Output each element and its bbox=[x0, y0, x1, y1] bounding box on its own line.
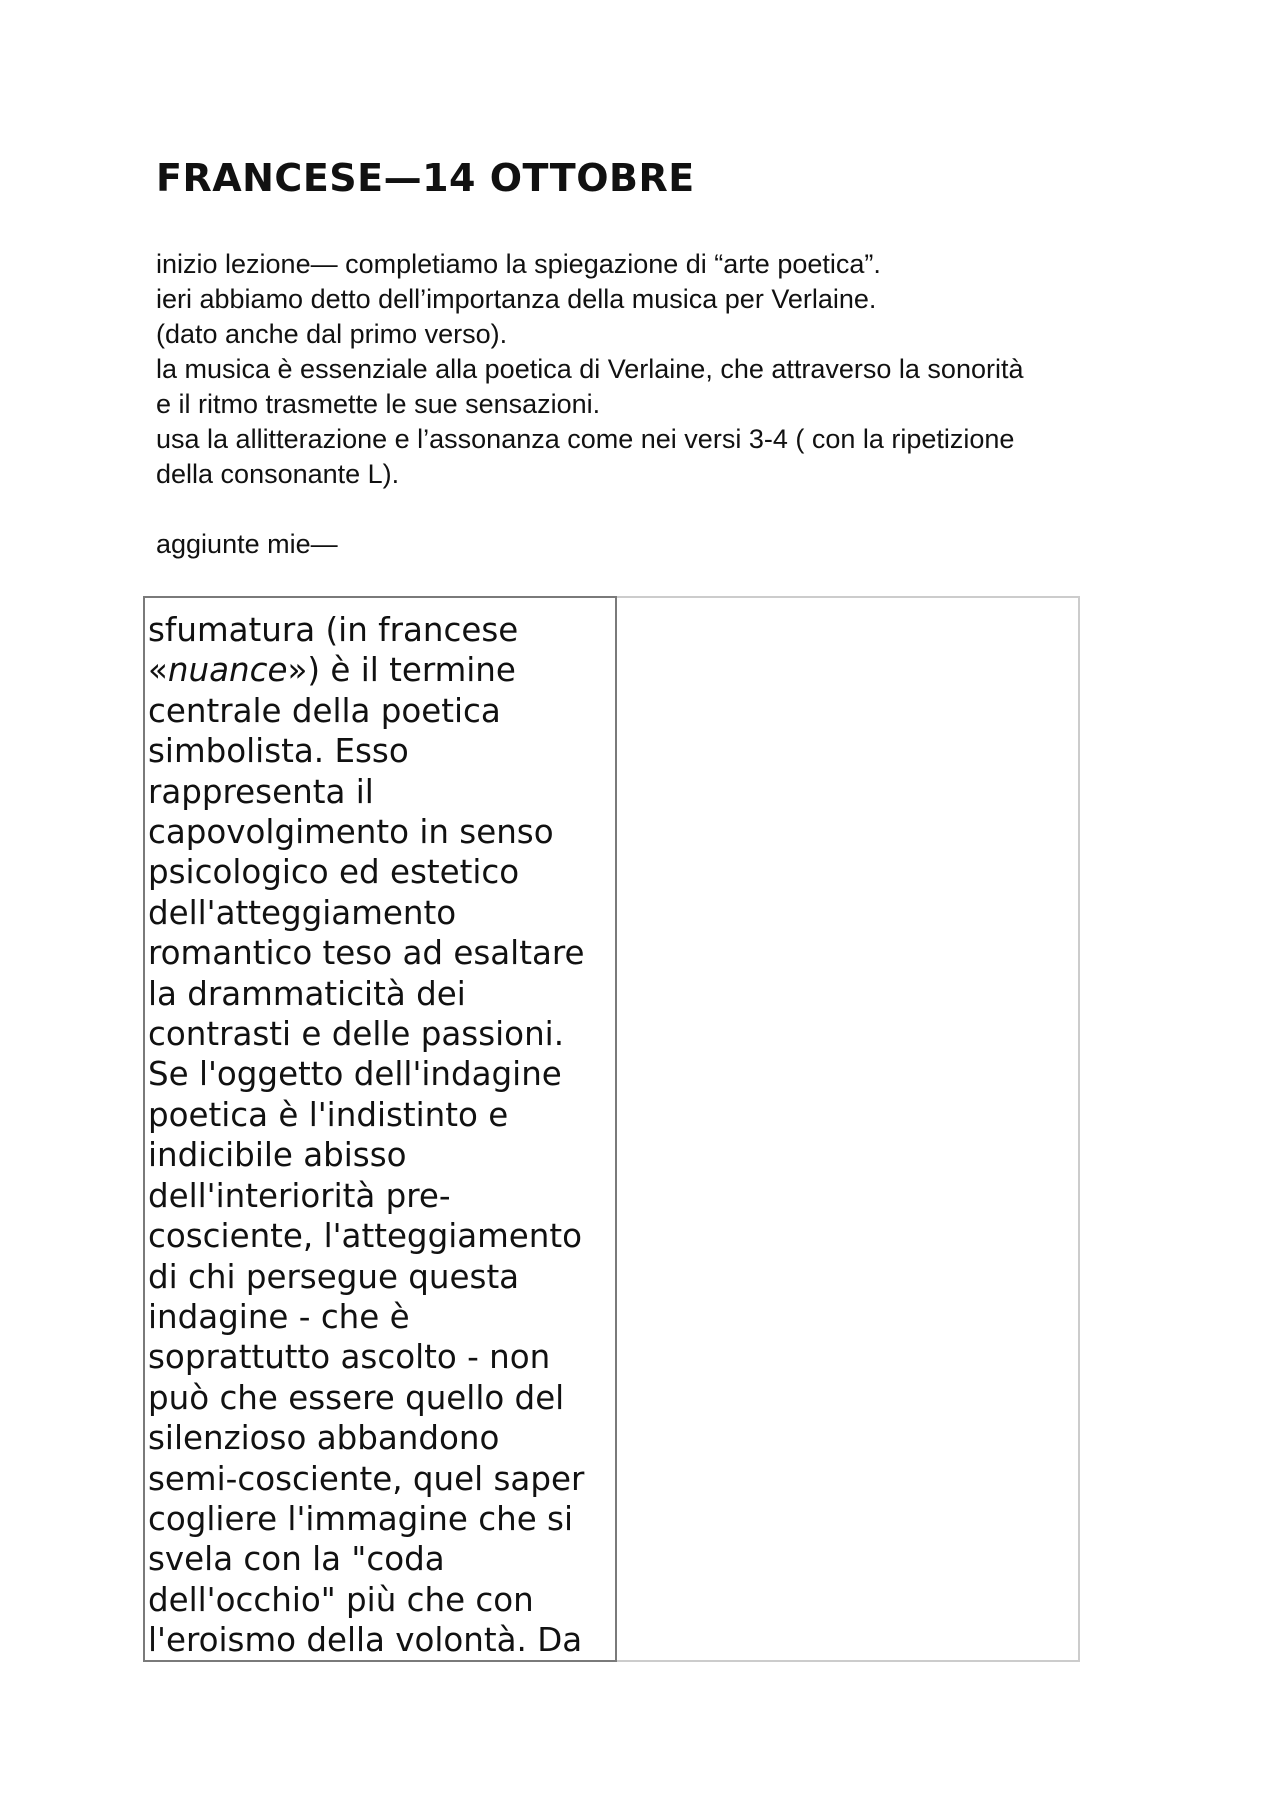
intro-line: ieri abbiamo detto dell’importanza della musica per Verlaine. bbox=[156, 284, 877, 314]
cell-line: semi-cosciente, quel saper bbox=[148, 1459, 585, 1498]
intro-blank-line bbox=[156, 492, 1156, 527]
cell-line: dell'occhio" più che con bbox=[148, 1580, 534, 1619]
cell-line: sfumatura (in francese bbox=[148, 611, 519, 649]
cell-line-rest: ») è il termine bbox=[287, 651, 516, 690]
cell-line: di chi persegue questa bbox=[148, 1257, 520, 1296]
cell-line: centrale della poetica bbox=[148, 691, 501, 730]
intro-line: della consonante L). bbox=[156, 459, 400, 489]
intro-paragraph bbox=[156, 247, 1156, 562]
nuance-term: nuance bbox=[167, 651, 288, 690]
cell-line: simbolista. Esso bbox=[148, 732, 409, 771]
table-cell-left[interactable] bbox=[143, 596, 617, 1662]
cell-line: poetica è l'indistinto e bbox=[148, 1095, 509, 1134]
cell-line: cogliere l'immagine che si bbox=[148, 1499, 573, 1538]
table-cell-right[interactable] bbox=[617, 598, 1078, 1660]
cell-line: la drammaticità dei bbox=[148, 974, 466, 1013]
cell-line: dell'atteggiamento bbox=[148, 893, 457, 932]
intro-line: e il ritmo trasmette le sue sensazioni. bbox=[156, 389, 601, 419]
cell-line: rappresenta il bbox=[148, 772, 374, 811]
cell-line: silenzioso abbandono bbox=[148, 1419, 500, 1458]
intro-line: la musica è essenziale alla poetica di Verlaine, che attraverso la sonorità bbox=[156, 354, 1024, 384]
page-title: FRANCESE—14 OTTOBRE bbox=[156, 156, 695, 200]
intro-line-additions: aggiunte mie— bbox=[156, 529, 338, 559]
intro-line: usa la allitterazione e l’assonanza come nei versi 3-4 ( con la ripetizione bbox=[156, 424, 1015, 454]
cell-line: contrasti e delle passioni. bbox=[148, 1015, 565, 1054]
cell-line: soprattutto ascolto - non bbox=[148, 1338, 551, 1377]
cell-line: può che essere quello del bbox=[148, 1378, 565, 1417]
cell-line: indicibile abisso bbox=[148, 1136, 407, 1175]
cell-line: Se l'oggetto dell'indagine bbox=[148, 1055, 562, 1094]
cell-line: indagine - che è bbox=[148, 1297, 410, 1336]
cell-line: romantico teso ad esaltare bbox=[148, 934, 585, 973]
open-quote: « bbox=[148, 651, 168, 690]
cell-line-nuance bbox=[148, 650, 611, 690]
cell-line: capovolgimento in senso bbox=[148, 813, 554, 852]
cell-line: dell'interiorità pre- bbox=[148, 1176, 451, 1215]
intro-line: (dato anche dal primo verso). bbox=[156, 319, 508, 349]
intro-line: inizio lezione— completiamo la spiegazione di “arte poetica”. bbox=[156, 249, 881, 279]
cell-line: psicologico ed estetico bbox=[148, 853, 520, 892]
cell-line: cosciente, l'atteggiamento bbox=[148, 1217, 583, 1256]
table-cell-text bbox=[148, 610, 611, 1661]
notes-table bbox=[143, 596, 1080, 1662]
cell-line: l'eroismo della volontà. Da bbox=[148, 1621, 583, 1660]
cell-line: svela con la "coda bbox=[148, 1540, 445, 1579]
